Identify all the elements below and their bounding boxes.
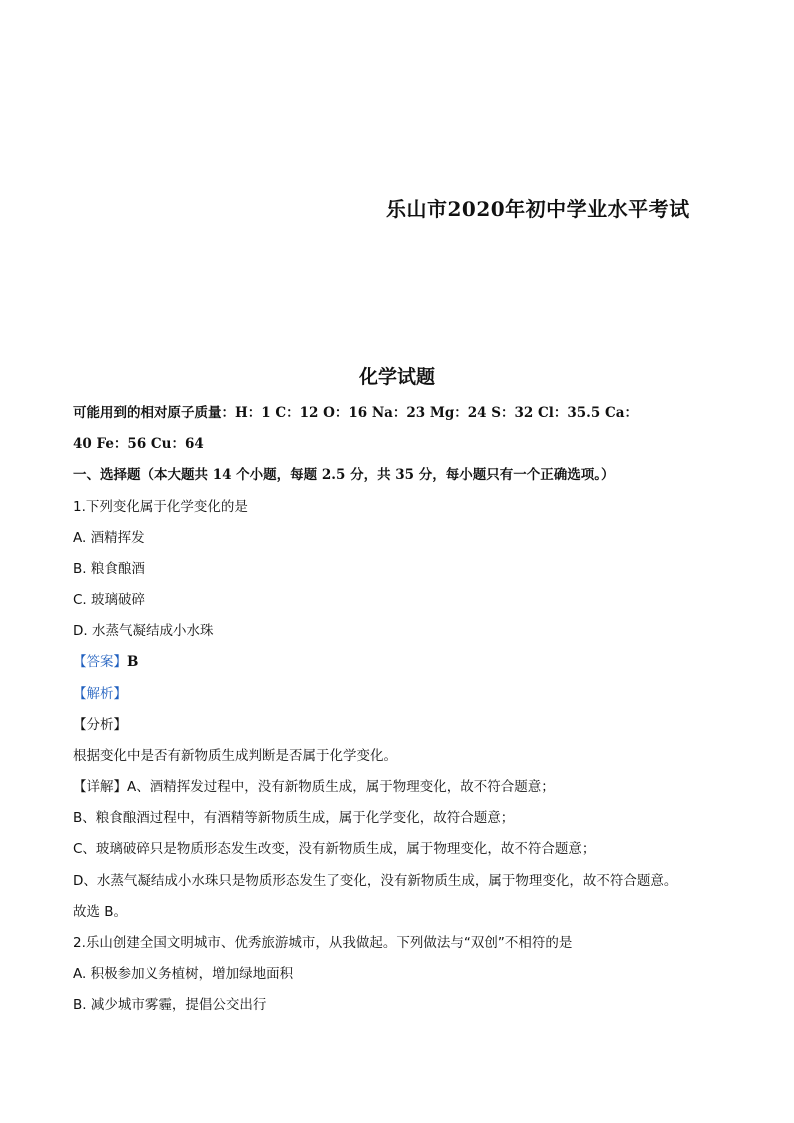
answer-row [73,650,138,670]
detail-row-a [73,775,555,795]
section-heading: 一、选择题（本大题共 14 个小题，每题 2.5 分，共 35 分，每小题只有一个正确选项。） [73,467,615,483]
detail-line-c: C、玻璃破碎只是物质形态发生改变，没有新物质生成，属于物理变化，故不符合题意； [73,841,596,857]
analysis-tag: 【解析】 [73,686,127,702]
question-1-stem: 1.下列变化属于化学变化的是 [73,499,248,515]
question-2-option-b: B. 减少城市雾霾，提倡公交出行 [73,997,267,1013]
exam-title: 乐山市2020年初中学业水平考试 [386,197,690,221]
question-2-stem: 2.乐山创建全国文明城市、优秀旅游城市，从我做起。下列做法与“双创”不相符的是 [73,935,573,951]
conclusion: 故选 B。 [73,904,128,920]
question-1-option-c: C. 玻璃破碎 [73,592,146,608]
fenxi-tag: 【分析】 [73,717,127,733]
atomic-mass-line-2: 40 Fe：56 Cu：64 [73,436,204,452]
answer-tag: 【答案】 [73,654,127,670]
detail-line-d: D、水蒸气凝结成小水珠只是物质形态发生了变化，没有新物质生成，属于物理变化，故不符合题意。 [73,873,678,889]
detail-tag: 【详解】 [73,779,127,795]
detail-line-b: B、粮食酿酒过程中，有酒精等新物质生成，属于化学变化，故符合题意； [73,810,515,826]
question-1-option-d: D. 水蒸气凝结成小水珠 [73,623,214,639]
question-1-option-a: A. 酒精挥发 [73,530,145,546]
subject-title: 化学试题 [358,366,435,388]
question-2-option-a: A. 积极参加义务植树，增加绿地面积 [73,966,294,982]
atomic-mass-line-1: 可能用到的相对原子质量：H：1 C：12 O：16 Na：23 Mg：24 S：32 Cl：35.5 Ca： [73,405,638,421]
detail-line-a: A、酒精挥发过程中，没有新物质生成，属于物理变化，故不符合题意； [127,779,555,795]
question-1-option-b: B. 粮食酿酒 [73,561,145,577]
answer-value: B [127,654,139,670]
fenxi-text: 根据变化中是否有新物质生成判断是否属于化学变化。 [73,748,397,764]
